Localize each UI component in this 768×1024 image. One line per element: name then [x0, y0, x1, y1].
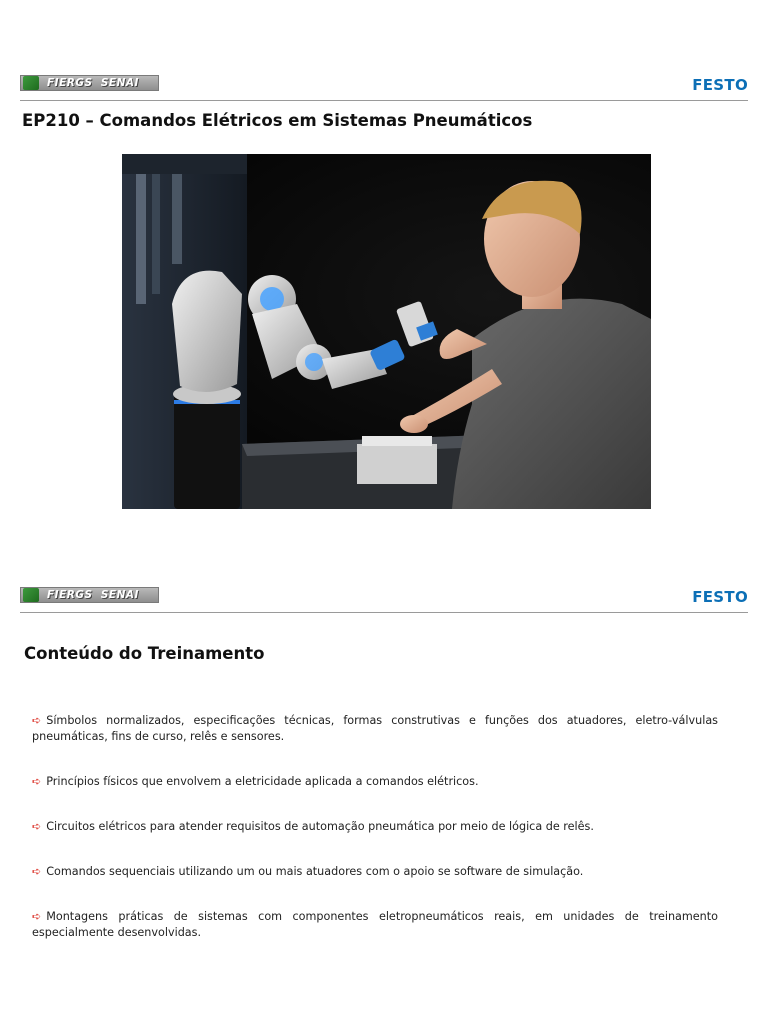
slide-title: Conteúdo do Treinamento — [24, 644, 265, 663]
festo-logo: FESTO — [692, 76, 748, 94]
bullet-text: Comandos sequenciais utilizando um ou mais atuadores com o apoio se software de simulação. — [46, 865, 584, 878]
arrow-right-icon: ➪ — [32, 820, 42, 833]
list-item — [32, 819, 718, 835]
fiergs-senai-logo — [20, 587, 159, 603]
senai-leaf-icon — [23, 588, 39, 602]
arrow-right-icon: ➪ — [32, 775, 42, 788]
slide-header — [20, 74, 748, 102]
slide-title: EP210 – Comandos Elétricos em Sistemas Pneumáticos — [22, 111, 533, 130]
list-item — [32, 909, 718, 941]
photo-illustration — [122, 154, 651, 509]
header-divider — [20, 100, 748, 101]
bullet-text: Princípios físicos que envolvem a eletricidade aplicada a comandos elétricos. — [46, 775, 479, 788]
header-divider — [20, 612, 748, 613]
list-item — [32, 864, 718, 880]
arrow-right-icon: ➪ — [32, 714, 42, 727]
bullet-text: Montagens práticas de sistemas com componentes eletropneumáticos reais, em unidades de treinamento especialmente desenvolvidas. — [32, 910, 718, 939]
slide-2 — [0, 512, 768, 1024]
slide-header — [20, 586, 748, 614]
arrow-right-icon: ➪ — [32, 865, 42, 878]
list-item — [32, 774, 718, 790]
fiergs-senai-logo — [20, 75, 159, 91]
list-item — [32, 713, 718, 745]
robot-arm-with-student-photo — [122, 154, 651, 509]
bullet-text: Símbolos normalizados, especificações técnicas, formas construtivas e funções dos atuadores, eletro-válvulas pneumáticas, fins de curso, relês e sensores. — [32, 714, 718, 743]
bullet-text: Circuitos elétricos para atender requisitos de automação pneumática por meio de lógica de relês. — [46, 820, 594, 833]
festo-logo: FESTO — [692, 588, 748, 606]
senai-leaf-icon — [23, 76, 39, 90]
arrow-right-icon: ➪ — [32, 910, 42, 923]
senai-logo-text: FIERGS SENAI — [47, 589, 139, 601]
senai-logo-text: FIERGS SENAI — [47, 77, 139, 89]
